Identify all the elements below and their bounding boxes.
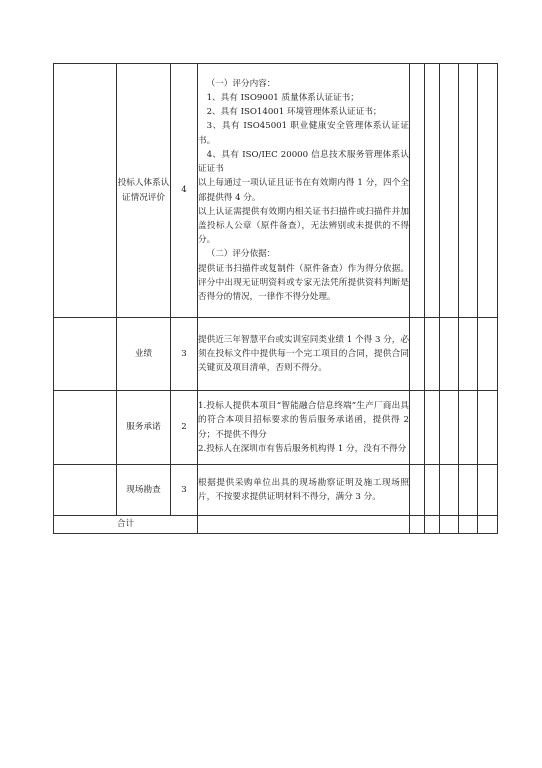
blank-cell [478,318,498,391]
criteria-cell [198,318,410,391]
table-row [54,391,498,465]
blank-cell [410,318,425,391]
blank-cell [440,64,459,318]
category-cell [117,465,171,516]
blank-cell [478,64,498,318]
criteria-line: （二）评分依据： [206,249,276,260]
category-cell [117,64,171,318]
total-value-cell [198,516,410,534]
criteria-line: 2.投标人在深圳市有售后服务机构得 1 分，没有不得分 [198,443,407,454]
blank-cell [410,465,425,516]
score-value: 3 [181,348,187,359]
blank-cell [440,391,459,465]
criteria-line: （一）评分内容： [206,78,276,89]
blank-cell [459,64,478,318]
score-cell [171,64,198,318]
blank-cell [440,318,459,391]
blank-cell [425,318,440,391]
category-label: 投标人体系认证情况评价 [117,178,170,203]
table-row [54,465,498,516]
blank-cell [410,64,425,318]
scoring-table [53,63,498,534]
category-label: 服务承诺 [126,422,161,433]
criteria-line: 提供近三年智慧平台或实训室同类业绩 1 个得 3 分，必须在投标文件中提供每一个完工项目的合同，提供合同关键页及项目清单，否则不得分。 [198,334,409,374]
criteria-line: 4、具有 ISO/IEC 20000 信息技术服务管理体系认证证书 [198,149,409,175]
criteria-line: 根据提供采购单位出具的现场勘察证明及施工现场照片，不按要求提供证明材料不得分，满分 3 分。 [198,477,409,502]
group-cell [54,64,117,318]
blank-cell [440,465,459,516]
score-value: 3 [181,484,187,495]
blank-cell [459,318,478,391]
blank-cell [440,516,459,534]
category-cell [117,318,171,391]
score-value: 4 [181,185,187,196]
criteria-line: 提供证书扫描件或复制件（原件备查）作为得分依据。评分中出现无证明资料或专家无法凭所提供资料判断是否得分的情况，一律作不得分处理。 [198,263,409,302]
score-cell [171,391,198,465]
total-label: 合计 [116,519,135,530]
group-cell [54,465,117,516]
criteria-line: 1.投标人提供本项目“智能融合信息终端”生产厂商出具的符合本项目招标要求的售后服务承诺函，提供得 2 分；不提供不得分 [198,401,409,440]
blank-cell [410,391,425,465]
criteria-line: 2、具有 ISO14001 环境管理体系认证证书； [206,107,382,118]
blank-cell [425,465,440,516]
category-cell [117,391,171,465]
blank-cell [410,516,425,534]
criteria-cell [198,64,410,318]
category-label: 业绩 [134,348,153,359]
criteria-line: 以上认证需提供有效期内相关证书扫描件或扫描件并加盖投标人公章（原件备查），无法辨别或未提供的不得分。 [198,206,409,246]
score-cell [171,465,198,516]
table-row [54,64,498,318]
blank-cell [459,516,478,534]
blank-cell [478,465,498,516]
blank-cell [478,516,498,534]
blank-cell [459,465,478,516]
criteria-cell [198,391,410,465]
total-label-cell [54,516,198,534]
criteria-line: 3、具有 ISO45001 职业健康安全管理体系认证证书。 [198,121,409,146]
category-label: 现场勘查 [126,484,161,495]
group-cell [54,391,117,465]
table-row [54,318,498,391]
criteria-cell [198,465,410,516]
blank-cell [459,391,478,465]
blank-cell [425,516,440,534]
total-row [54,516,498,534]
blank-cell [478,391,498,465]
score-value: 2 [181,422,187,433]
criteria-line: 1、具有 ISO9001 质量体系认证证书； [206,93,359,104]
criteria-line: 以上每通过一项认证且证书在有效期内得 1 分，四个全部提供得 4 分。 [198,178,409,203]
blank-cell [425,391,440,465]
blank-cell [425,64,440,318]
group-cell [54,318,117,391]
score-cell [171,318,198,391]
